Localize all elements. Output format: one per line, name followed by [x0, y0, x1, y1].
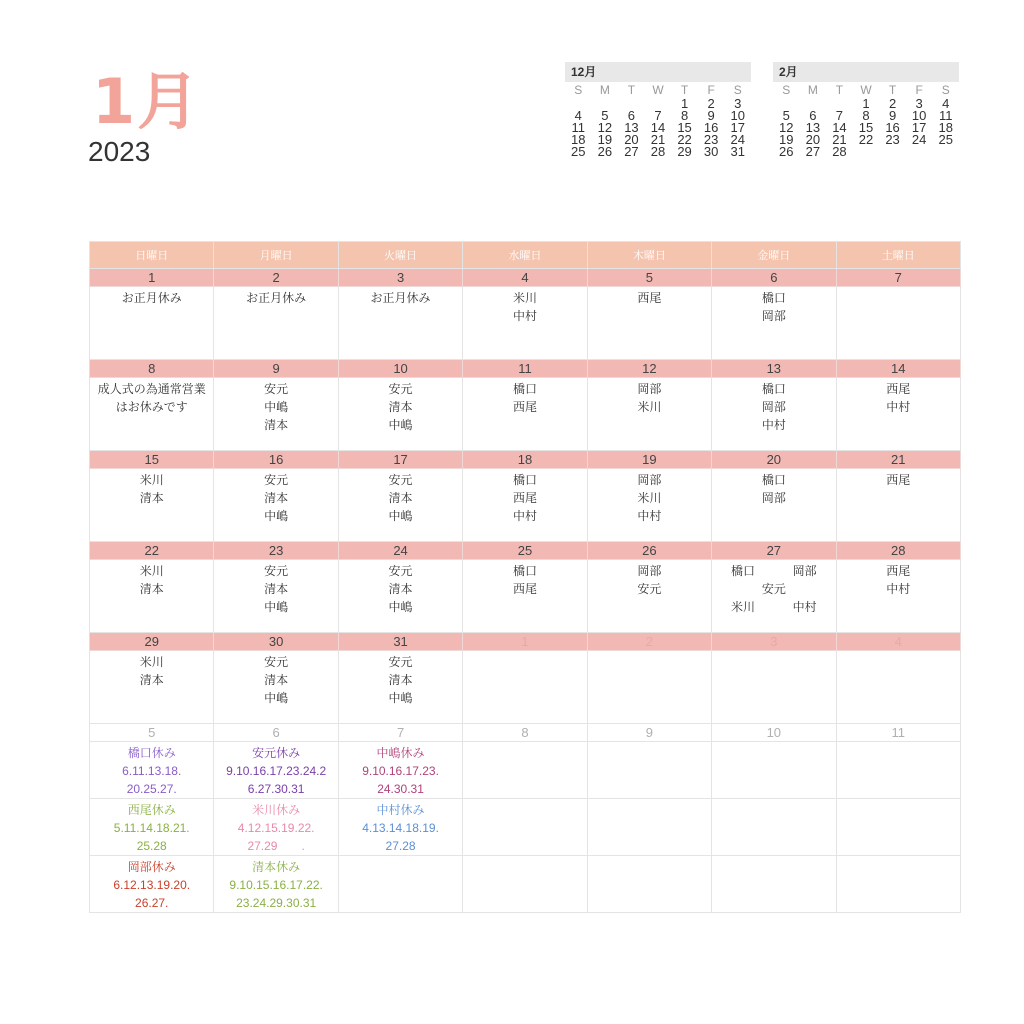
date-row	[90, 542, 961, 560]
date-number: 16	[214, 451, 338, 469]
mini-day: 2	[707, 96, 715, 111]
mini-day: 15	[858, 120, 874, 135]
staff-name: 成人式の為通常営業	[97, 382, 206, 396]
schedule-cell	[338, 287, 462, 360]
mini-day: 1	[680, 96, 689, 111]
staff-name: 米川	[637, 491, 662, 505]
date-number: 10	[338, 360, 462, 378]
mini-day: 19	[779, 132, 794, 147]
mini-calendar-february	[773, 62, 959, 158]
leave-cell	[338, 799, 462, 856]
leave-dates: 25.28	[136, 839, 167, 853]
staff-name: 中村	[512, 309, 537, 323]
mini-day: 18	[571, 132, 586, 147]
leave-cell	[214, 799, 338, 856]
date-number: 7	[338, 724, 462, 742]
date-row	[90, 269, 961, 287]
mini-weekday-label: S	[733, 83, 742, 97]
date-number: 2	[214, 269, 338, 287]
date-number: 1	[463, 633, 587, 651]
schedule-cell	[338, 651, 462, 724]
weekday-label: 日曜日	[90, 242, 214, 269]
date-number: 30	[214, 633, 338, 651]
staff-name: 西尾	[512, 582, 537, 596]
date-number: 18	[463, 451, 587, 469]
staff-name: 清本	[139, 582, 164, 596]
mini-day: 22	[858, 132, 874, 147]
mini-day: 22	[677, 132, 692, 147]
mini-day: 21	[650, 132, 666, 147]
leave-dates: 27.29 .	[247, 839, 305, 853]
mini-day: 8	[862, 108, 870, 123]
schedule-cell	[836, 560, 960, 633]
schedule-row	[90, 651, 961, 724]
date-number: 2	[587, 633, 711, 651]
year-title: 2023	[88, 136, 151, 167]
leave-row	[90, 742, 961, 799]
mini-weekday-label: W	[652, 83, 664, 97]
mini-day: 14	[832, 120, 847, 135]
schedule-cell	[338, 560, 462, 633]
mini-day: 11	[571, 120, 586, 135]
mini-day: 29	[677, 144, 692, 159]
date-number: 21	[836, 451, 960, 469]
mini-calendar-grid	[565, 82, 751, 158]
schedule-cell	[836, 469, 960, 542]
schedule-cell	[712, 651, 836, 724]
leave-dates: 4.13.14.18.19.	[362, 821, 439, 835]
date-number: 7	[836, 269, 960, 287]
staff-name: 西尾	[886, 382, 911, 396]
staff-name: 中嶋	[264, 691, 289, 705]
staff-name: 西尾	[886, 564, 911, 578]
schedule-cell	[712, 378, 836, 451]
mini-day: 8	[680, 108, 689, 123]
date-number: 29	[90, 633, 214, 651]
mini-weekday-label: T	[835, 83, 844, 97]
staff-name: 清本	[264, 673, 289, 687]
staff-name: 岡部	[637, 382, 662, 396]
schedule-cell	[90, 378, 214, 451]
staff-name: 清本	[264, 418, 289, 432]
schedule-cell	[836, 287, 960, 360]
date-number: 24	[338, 542, 462, 560]
leave-dates: 6.12.13.19.20.	[113, 878, 191, 892]
staff-name: 米川	[730, 600, 755, 614]
staff-name: 安元	[388, 564, 413, 578]
mini-day: 26	[597, 144, 613, 159]
mini-weekday-label: M	[599, 83, 610, 97]
leave-cell	[214, 742, 338, 799]
staff-name: 岡部	[637, 564, 662, 578]
mini-day: 20	[805, 132, 821, 147]
mini-day: 14	[650, 120, 666, 135]
mini-day: 15	[677, 120, 692, 135]
leave-cell	[90, 799, 214, 856]
date-number: 6	[712, 269, 836, 287]
leave-cell	[712, 799, 836, 856]
mini-calendar-december	[565, 62, 751, 158]
schedule-cell	[90, 651, 214, 724]
date-number: 3	[712, 633, 836, 651]
staff-name: 中村	[886, 582, 911, 596]
date-number: 25	[463, 542, 587, 560]
schedule-cell	[463, 560, 587, 633]
mini-day: 7	[835, 108, 844, 123]
leave-cell	[587, 742, 711, 799]
staff-name: 安元	[264, 382, 289, 396]
staff-name: 清本	[139, 673, 164, 687]
staff-name: 安元	[388, 655, 413, 669]
mini-day: 16	[885, 120, 900, 135]
mini-day: 17	[730, 120, 745, 135]
date-number: 14	[836, 360, 960, 378]
leave-cell	[338, 856, 462, 913]
staff-name: 橋口	[761, 291, 786, 305]
date-number: 15	[90, 451, 214, 469]
mini-weekday-label: M	[807, 83, 818, 97]
date-number: 17	[338, 451, 462, 469]
mini-weekday-label: W	[860, 83, 872, 97]
schedule-cell	[214, 560, 338, 633]
date-number: 12	[587, 360, 711, 378]
date-number: 23	[214, 542, 338, 560]
schedule-cell	[712, 560, 836, 633]
schedule-cell	[90, 560, 214, 633]
mini-calendar-grid	[773, 82, 959, 158]
schedule-cell	[338, 378, 462, 451]
mini-day: 4	[574, 108, 582, 123]
split-row	[712, 598, 835, 616]
mini-day: 1	[862, 96, 870, 111]
date-number: 5	[90, 724, 214, 742]
weekday-label: 火曜日	[338, 242, 462, 269]
staff-name: 清本	[139, 491, 164, 505]
staff-name: 橋口	[512, 564, 537, 578]
mini-weekday-label: S	[782, 83, 791, 97]
schedule-cell	[463, 287, 587, 360]
weekday-label: 水曜日	[463, 242, 587, 269]
leave-dates: 5.11.14.18.21.	[113, 821, 190, 835]
leave-cell	[90, 742, 214, 799]
mini-day: 11	[938, 108, 953, 123]
split-row	[712, 562, 835, 580]
staff-name: 清本	[388, 491, 413, 505]
leave-dates: 9.10.16.17.23.24.2	[226, 764, 327, 778]
staff-name: お正月休み	[370, 291, 431, 305]
staff-name: 中嶋	[264, 509, 289, 523]
schedule-cell	[463, 378, 587, 451]
mini-weekday-label: T	[627, 83, 636, 97]
mini-weekday-label: S	[574, 83, 583, 97]
mini-day: 24	[730, 132, 745, 147]
leave-dates: 6.11.13.18.	[122, 764, 182, 778]
staff-name: 清本	[388, 400, 413, 414]
date-number: 22	[90, 542, 214, 560]
staff-name: 西尾	[512, 400, 537, 414]
mini-day: 23	[885, 132, 900, 147]
date-row	[90, 360, 961, 378]
date-number: 5	[587, 269, 711, 287]
month-title: 1月	[92, 65, 202, 138]
mini-weekday-label: F	[707, 83, 715, 97]
next-date-row	[90, 724, 961, 742]
date-number: 3	[338, 269, 462, 287]
staff-name: 中嶋	[264, 600, 289, 614]
staff-name: 安元	[264, 655, 289, 669]
staff-name: 岡部	[637, 473, 662, 487]
schedule-cell	[214, 651, 338, 724]
mini-day: 10	[911, 108, 927, 123]
date-number: 6	[214, 724, 338, 742]
mini-day: 21	[832, 132, 847, 147]
staff-name: 米川	[139, 655, 164, 669]
leave-cell	[587, 799, 711, 856]
mini-day: 12	[779, 120, 794, 135]
staff-name: 清本	[264, 491, 289, 505]
mini-day: 28	[650, 144, 666, 159]
schedule-cell	[463, 469, 587, 542]
staff-name: 橋口	[730, 564, 755, 578]
leave-dates: 20.25.27.	[126, 782, 177, 796]
leave-title: 清本休み	[252, 860, 301, 874]
leave-title: 中村休み	[376, 803, 425, 817]
date-number: 11	[463, 360, 587, 378]
mini-weekday-label: S	[941, 83, 950, 97]
mini-day: 6	[809, 108, 817, 123]
leave-title: 橋口休み	[127, 746, 176, 760]
schedule-row	[90, 287, 961, 360]
leave-dates: 9.10.16.17.23.	[362, 764, 439, 778]
weekday-label: 金曜日	[712, 242, 836, 269]
schedule-cell	[214, 378, 338, 451]
schedule-cell	[712, 469, 836, 542]
schedule-cell	[587, 378, 711, 451]
leave-row	[90, 856, 961, 913]
schedule-cell	[836, 651, 960, 724]
staff-name: お正月休み	[121, 291, 182, 305]
leave-title: 米川休み	[252, 803, 301, 817]
mini-day: 17	[911, 120, 927, 135]
mini-day: 16	[703, 120, 719, 135]
mini-day: 2	[888, 96, 897, 111]
weekday-label: 土曜日	[836, 242, 960, 269]
mini-day: 12	[597, 120, 613, 135]
schedule-cell	[587, 287, 711, 360]
mini-day: 5	[601, 108, 609, 123]
mini-day: 9	[888, 108, 897, 123]
weekday-label: 月曜日	[214, 242, 338, 269]
staff-name: 中村	[761, 418, 786, 432]
date-number: 1	[90, 269, 214, 287]
date-number: 26	[587, 542, 711, 560]
date-number: 4	[463, 269, 587, 287]
staff-name: 安元	[761, 582, 786, 596]
schedule-cell	[836, 378, 960, 451]
leave-cell	[712, 742, 836, 799]
leave-cell	[836, 742, 960, 799]
schedule-row	[90, 378, 961, 451]
mini-day: 18	[938, 120, 953, 135]
staff-name: 中村	[792, 600, 817, 614]
date-number: 13	[712, 360, 836, 378]
leave-row	[90, 799, 961, 856]
date-row	[90, 451, 961, 469]
mini-day: 27	[805, 144, 821, 159]
mini-day: 3	[734, 96, 742, 111]
leave-cell	[836, 856, 960, 913]
mini-day: 4	[942, 96, 950, 111]
schedule-cell	[90, 287, 214, 360]
staff-name: 中嶋	[388, 418, 413, 432]
staff-name: 米川	[139, 473, 164, 487]
mini-day: 10	[730, 108, 745, 123]
mini-day: 25	[571, 144, 586, 159]
mini-day: 19	[597, 132, 613, 147]
mini-day: 6	[627, 108, 636, 123]
mini-weekday-label: F	[915, 83, 923, 97]
date-number: 19	[587, 451, 711, 469]
mini-day: 3	[915, 96, 923, 111]
leave-cell	[836, 799, 960, 856]
schedule-cell	[463, 651, 587, 724]
leave-cell	[338, 742, 462, 799]
staff-name: 清本	[388, 582, 413, 596]
leave-title: 中嶋休み	[376, 746, 425, 760]
leave-dates: 9.10.15.16.17.22.	[229, 878, 323, 892]
staff-name: 米川	[139, 564, 164, 578]
leave-dates: 23.24.29.30.31	[236, 896, 317, 910]
staff-name: 中嶋	[388, 509, 413, 523]
date-number: 20	[712, 451, 836, 469]
staff-name: 米川	[512, 291, 537, 305]
schedule-cell	[214, 287, 338, 360]
staff-name: 安元	[388, 473, 413, 487]
date-number: 9	[214, 360, 338, 378]
month-schedule-table	[89, 241, 961, 913]
weekday-label: 木曜日	[587, 242, 711, 269]
date-number: 4	[836, 633, 960, 651]
staff-name: 中嶋	[388, 691, 413, 705]
mini-calendar-title: 12月	[565, 62, 751, 82]
staff-name: 西尾	[886, 473, 911, 487]
staff-name: 橋口	[761, 473, 786, 487]
date-number: 31	[338, 633, 462, 651]
mini-day: 23	[703, 132, 719, 147]
schedule-cell	[587, 560, 711, 633]
staff-name: 安元	[264, 473, 289, 487]
schedule-cell	[214, 469, 338, 542]
staff-name: 清本	[388, 673, 413, 687]
mini-day: 5	[782, 108, 790, 123]
staff-name: 中村	[637, 509, 662, 523]
mini-day: 9	[707, 108, 715, 123]
mini-day: 24	[911, 132, 927, 147]
date-number: 11	[836, 724, 960, 742]
schedule-cell	[90, 469, 214, 542]
staff-name: 西尾	[637, 291, 662, 305]
mini-day: 13	[624, 120, 639, 135]
staff-name: 安元	[637, 582, 662, 596]
leave-cell	[214, 856, 338, 913]
leave-cell	[712, 856, 836, 913]
schedule-cell	[338, 469, 462, 542]
staff-name: 橋口	[761, 382, 786, 396]
mini-day: 28	[832, 144, 847, 159]
leave-dates: 24.30.31	[377, 782, 424, 796]
staff-name: 橋口	[512, 382, 537, 396]
date-number: 27	[712, 542, 836, 560]
staff-name: 中村	[886, 400, 911, 414]
mini-weekday-label: T	[680, 83, 689, 97]
staff-name: 中嶋	[388, 600, 413, 614]
date-number: 8	[90, 360, 214, 378]
date-row	[90, 633, 961, 651]
staff-name: 岡部	[761, 400, 786, 414]
weekday-header-row	[90, 242, 961, 269]
leave-cell	[90, 856, 214, 913]
date-number: 9	[587, 724, 711, 742]
leave-cell	[587, 856, 711, 913]
mini-day: 31	[730, 144, 745, 159]
leave-title: 西尾休み	[127, 803, 176, 817]
staff-name: 橋口	[512, 473, 537, 487]
leave-dates: 27.28	[385, 839, 416, 853]
mini-day: 13	[805, 120, 821, 135]
date-number: 8	[463, 724, 587, 742]
schedule-row	[90, 469, 961, 542]
leave-title: 岡部休み	[127, 860, 176, 874]
schedule-cell	[587, 469, 711, 542]
leave-cell	[463, 856, 587, 913]
mini-day: 20	[624, 132, 639, 147]
date-number: 10	[712, 724, 836, 742]
staff-name: 清本	[264, 582, 289, 596]
staff-name: 中村	[512, 509, 537, 523]
leave-dates: 6.27.30.31	[247, 782, 305, 796]
schedule-cell	[587, 651, 711, 724]
mini-day: 7	[654, 108, 662, 123]
staff-name: お正月休み	[246, 291, 307, 305]
staff-name: 中嶋	[264, 400, 289, 414]
staff-name: はお休みです	[115, 400, 188, 414]
leave-cell	[463, 799, 587, 856]
mini-day: 27	[624, 144, 639, 159]
staff-name: 西尾	[512, 491, 537, 505]
leave-title: 安元休み	[252, 746, 301, 760]
staff-name: 米川	[637, 400, 662, 414]
staff-name: 岡部	[792, 564, 817, 578]
mini-calendar-title: 2月	[773, 62, 959, 82]
leave-cell	[463, 742, 587, 799]
staff-name: 岡部	[761, 309, 786, 323]
leave-dates: 4.12.15.19.22.	[237, 821, 315, 835]
staff-name: 安元	[264, 564, 289, 578]
date-number: 28	[836, 542, 960, 560]
mini-day: 26	[779, 144, 794, 159]
mini-day: 30	[703, 144, 719, 159]
staff-name: 岡部	[761, 491, 786, 505]
mini-day: 25	[938, 132, 953, 147]
leave-dates: 26.27.	[135, 896, 169, 910]
schedule-cell	[712, 287, 836, 360]
staff-name: 安元	[388, 382, 413, 396]
mini-weekday-label: T	[888, 83, 897, 97]
schedule-row	[90, 560, 961, 633]
